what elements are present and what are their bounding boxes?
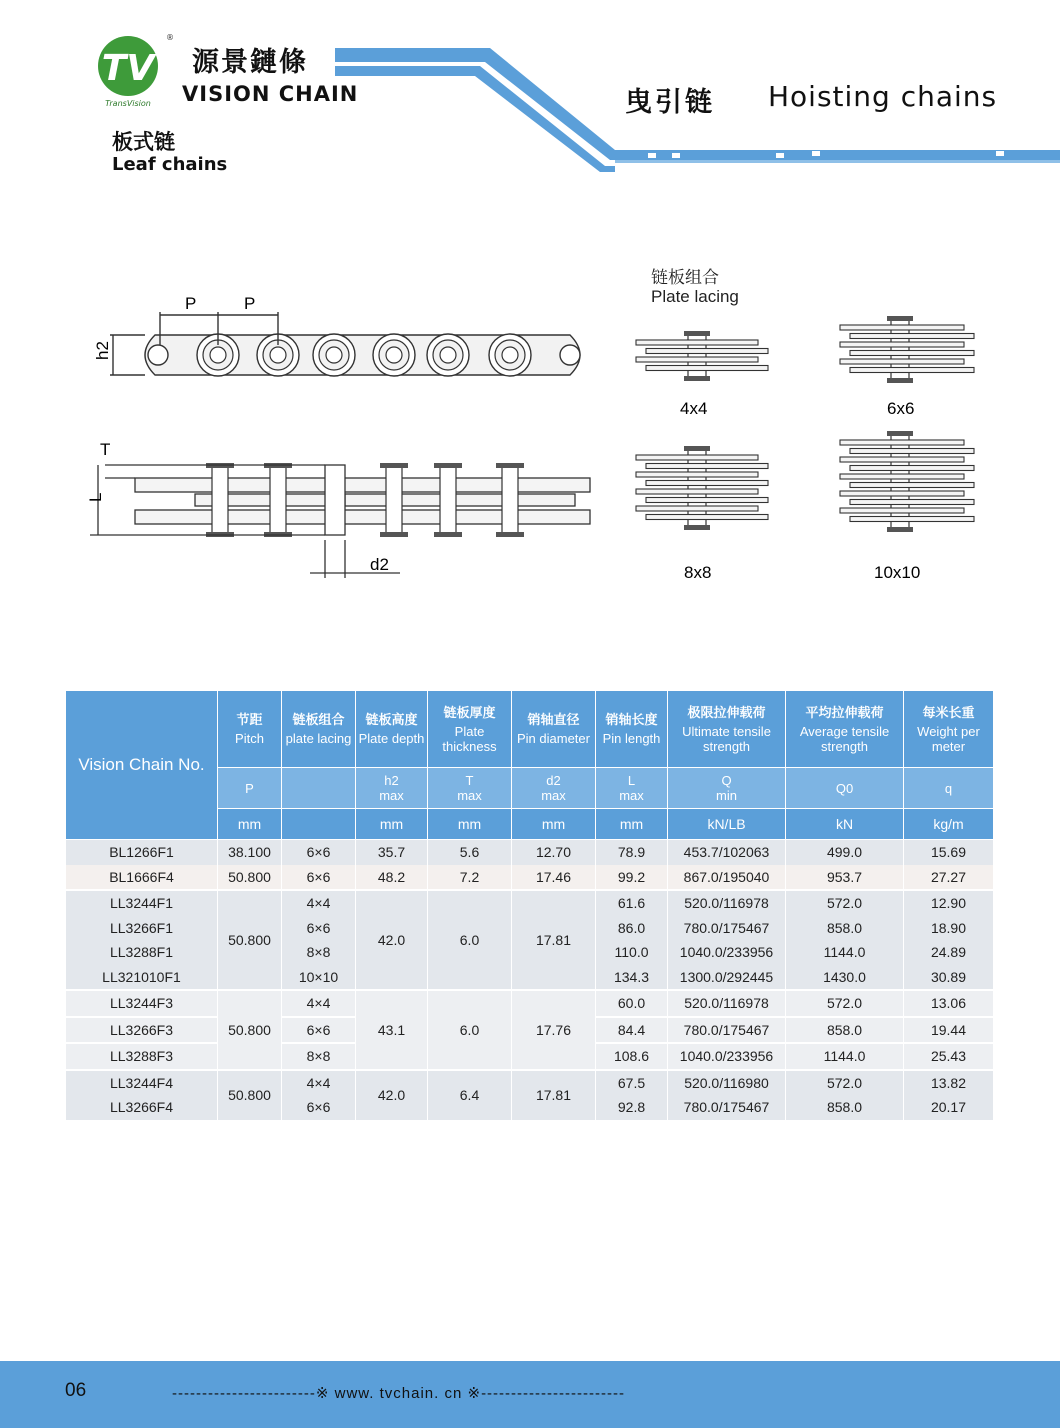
weight-column-header: 每米长重 Weight per meter [904,691,994,768]
table-row [66,865,994,891]
plate-thickness-column-header: 链板厚度 Plate thickness [428,691,512,768]
pin-diameter-cell: 17.76 [512,990,596,1070]
model-cell: LL3288F3 [66,1043,218,1070]
ultimate-strength-column-header: 极限拉伸载荷 Ultimate tensile strength [668,691,786,768]
average-strength-cell: 572.0 [786,1070,904,1096]
unit-cell: kN [786,809,904,840]
pitch-cell: 38.100 [218,840,282,865]
model-cell: BL1666F4 [66,865,218,891]
table-row [66,1070,994,1096]
unit-cell: mm [356,809,428,840]
model-column-header: Vision Chain No. [66,691,218,840]
page-title-cn: 曳引链 [625,87,715,118]
svg-text:TV: TV [101,48,155,89]
svg-text:TransVision: TransVision [105,99,151,108]
pin-diameter-column-header: 销轴直径 Pin diameter [512,691,596,768]
ultimate-strength-cell: 780.0/175467 [668,1017,786,1044]
lacing-6x6-diagram [840,316,974,383]
page-title-en: Hoisting chains [768,80,998,113]
pin-length-column-header: 销轴长度 Pin length [596,691,668,768]
weight-cell: 18.90 [904,916,994,941]
symbol-cell: L max [596,768,668,809]
pin-length-cell: 110.0 [596,940,668,965]
model-cell: LL3266F4 [66,1095,218,1120]
ultimate-strength-cell: 520.0/116978 [668,990,786,1017]
section-title-cn: 板式链 [112,130,175,154]
lacing-cell: 8×8 [282,940,356,965]
lacing-cell: 6×6 [282,1095,356,1120]
pin-length-cell: 60.0 [596,990,668,1017]
unit-cell: mm [428,809,512,840]
pin-diameter-label: d2 [370,555,389,574]
lacing-label: 6x6 [887,399,915,418]
pin-length-cell: 92.8 [596,1095,668,1120]
ultimate-strength-cell: 780.0/175467 [668,1095,786,1120]
pin-length-cell: 86.0 [596,916,668,941]
lacing-4x4-diagram [636,331,768,381]
average-strength-cell: 858.0 [786,1095,904,1120]
unit-cell: mm [512,809,596,840]
plate-thickness-cell: 6.0 [428,890,512,990]
symbol-cell: P [218,768,282,809]
plate-lacing-title-en: Plate lacing [651,287,739,306]
pin-length-cell: 84.4 [596,1017,668,1044]
average-strength-cell: 858.0 [786,1017,904,1044]
svg-text:®: ® [166,33,174,42]
weight-cell: 27.27 [904,865,994,891]
lacing-10x10-diagram [840,431,974,532]
table-row [66,990,994,1017]
pitch-cell: 50.800 [218,865,282,891]
footer-url[interactable]: ------------------------※ www. tvchain. cn ※------------------------ [172,1385,625,1402]
lacing-cell: 8×8 [282,1043,356,1070]
plate-depth-column-header: 链板高度 Plate depth [356,691,428,768]
lacing-label: 4x4 [680,399,708,418]
thickness-label: T [100,440,111,459]
model-cell: LL3244F1 [66,890,218,916]
lacing-cell: 6×6 [282,916,356,941]
ultimate-strength-cell: 1040.0/233956 [668,1043,786,1070]
plate-lacing-title-cn: 链板组合 [651,268,719,288]
plate-depth-cell: 43.1 [356,990,428,1070]
length-label: L [86,492,105,502]
pitch-label: P [185,294,197,313]
pin-diameter-cell: 17.81 [512,890,596,990]
pin-length-cell: 61.6 [596,890,668,916]
average-strength-column-header: 平均拉伸载荷 Average tensile strength [786,691,904,768]
model-cell: LL321010F1 [66,965,218,991]
plate-thickness-cell: 6.4 [428,1070,512,1120]
pitch-label: P [244,294,256,313]
model-cell: LL3266F1 [66,916,218,941]
plate-depth-cell: 35.7 [356,840,428,865]
lacing-column-header: 链板组合 plate lacing [282,691,356,768]
pitch-cell: 50.800 [218,1070,282,1120]
symbol-cell: T max [428,768,512,809]
symbol-cell: d2 max [512,768,596,809]
spec-table [65,690,994,1120]
model-cell: LL3288F1 [66,940,218,965]
lacing-label: 10x10 [874,563,921,582]
weight-cell: 20.17 [904,1095,994,1120]
weight-cell: 12.90 [904,890,994,916]
model-cell: BL1266F1 [66,840,218,865]
weight-cell: 25.43 [904,1043,994,1070]
average-strength-cell: 572.0 [786,890,904,916]
plate-depth-cell: 42.0 [356,890,428,990]
ultimate-strength-cell: 1300.0/292445 [668,965,786,991]
unit-cell [282,809,356,840]
table-row [66,890,994,916]
unit-cell: kN/LB [668,809,786,840]
pin-length-cell: 67.5 [596,1070,668,1096]
model-cell: LL3244F4 [66,1070,218,1096]
symbol-cell: h2 max [356,768,428,809]
lacing-cell: 4×4 [282,990,356,1017]
height-label: h2 [93,341,112,360]
symbol-cell [282,768,356,809]
lacing-cell: 4×4 [282,890,356,916]
unit-cell: mm [596,809,668,840]
pin-diameter-cell: 12.70 [512,840,596,865]
table-row [66,840,994,865]
average-strength-cell: 1144.0 [786,940,904,965]
lacing-8x8-diagram [636,446,768,530]
pitch-cell: 50.800 [218,890,282,990]
average-strength-cell: 1144.0 [786,1043,904,1070]
ultimate-strength-cell: 780.0/175467 [668,916,786,941]
lacing-cell: 6×6 [282,840,356,865]
plate-thickness-cell: 5.6 [428,840,512,865]
weight-cell: 13.82 [904,1070,994,1096]
lacing-cell: 6×6 [282,865,356,891]
average-strength-cell: 572.0 [786,990,904,1017]
symbol-cell: Q min [668,768,786,809]
weight-cell: 13.06 [904,990,994,1017]
plate-thickness-cell: 6.0 [428,990,512,1070]
plate-thickness-cell: 7.2 [428,865,512,891]
unit-cell: kg/m [904,809,994,840]
lacing-cell: 10×10 [282,965,356,991]
average-strength-cell: 499.0 [786,840,904,865]
pitch-column-header: 节距 Pitch [218,691,282,768]
plate-depth-cell: 48.2 [356,865,428,891]
symbol-cell: Q0 [786,768,904,809]
ultimate-strength-cell: 453.7/102063 [668,840,786,865]
lacing-cell: 6×6 [282,1017,356,1044]
ultimate-strength-cell: 1040.0/233956 [668,940,786,965]
weight-cell: 24.89 [904,940,994,965]
lacing-label: 8x8 [684,563,712,582]
chain-side-view [110,312,580,376]
plate-depth-cell: 42.0 [356,1070,428,1120]
average-strength-cell: 858.0 [786,916,904,941]
unit-cell: mm [218,809,282,840]
brand-name-cn: 源景鏈條 [192,47,308,78]
pin-length-cell: 78.9 [596,840,668,865]
ultimate-strength-cell: 520.0/116980 [668,1070,786,1096]
page-number: 06 [65,1380,87,1401]
chain-top-view [90,463,590,578]
section-title-en: Leaf chains [112,154,228,175]
brand-name-en: VISION CHAIN [182,82,359,106]
leaf-chain-diagram [70,250,1010,590]
lacing-cell: 4×4 [282,1070,356,1096]
average-strength-cell: 953.7 [786,865,904,891]
logo-icon [90,30,172,110]
pin-diameter-cell: 17.81 [512,1070,596,1120]
pitch-cell: 50.800 [218,990,282,1070]
ultimate-strength-cell: 520.0/116978 [668,890,786,916]
pin-length-cell: 99.2 [596,865,668,891]
model-cell: LL3244F3 [66,990,218,1017]
ultimate-strength-cell: 867.0/195040 [668,865,786,891]
pin-diameter-cell: 17.46 [512,865,596,891]
weight-cell: 30.89 [904,965,994,991]
weight-cell: 19.44 [904,1017,994,1044]
symbol-cell: q [904,768,994,809]
pin-length-cell: 134.3 [596,965,668,991]
model-cell: LL3266F3 [66,1017,218,1044]
pin-length-cell: 108.6 [596,1043,668,1070]
average-strength-cell: 1430.0 [786,965,904,991]
weight-cell: 15.69 [904,840,994,865]
